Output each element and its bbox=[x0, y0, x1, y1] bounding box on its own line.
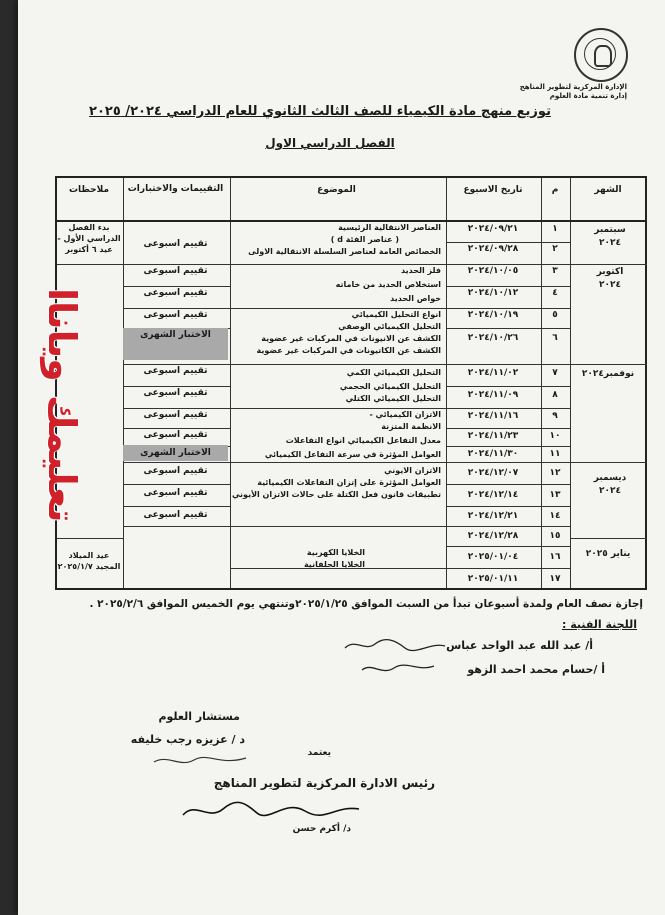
week-date: ٢٠٢٤/١٠/١٩ bbox=[467, 310, 519, 320]
holiday-note: إجازة نصف العام ولمدة أسبوعان تبدأ من السبت الموافق ٢٠٢٥/١/٢٥وتنتهي يوم الخميس الموافق ٢٠٢٥/٢/٦ . bbox=[89, 598, 643, 610]
col-header-number: م bbox=[551, 185, 559, 195]
week-date: ٢٠٢٤/١٠/٢٦ bbox=[467, 333, 519, 343]
col-header-month: الشهر bbox=[594, 185, 622, 195]
signature-head bbox=[175, 795, 365, 825]
week-date: ٢٠٢٥/٠١/٠٤ bbox=[467, 552, 519, 562]
week-number: ١٧ bbox=[549, 574, 561, 584]
col-header-week-date: تاريخ الاسبوع bbox=[463, 185, 523, 195]
topic-line: الكشف عن الكاتيونات في المركبات غير عضوية bbox=[256, 346, 441, 355]
eval-monthly-exam: الاختبار الشهرى bbox=[123, 328, 228, 360]
eval-weekly: تقييم اسبوعى bbox=[143, 410, 208, 420]
topic-line: العناصر الانتقالية الرئيسية bbox=[338, 223, 441, 232]
week-number: ١٤ bbox=[549, 511, 561, 521]
month-october: اكتوبر ٢٠٢٤ bbox=[596, 267, 624, 290]
week-date: ٢٠٢٤/١٢/٢٨ bbox=[467, 531, 519, 541]
week-date: ٢٠٢٤/١٢/٠٧ bbox=[467, 468, 519, 478]
eval-weekly: تقييم اسبوعى bbox=[143, 266, 208, 276]
week-number: ٨ bbox=[552, 390, 558, 400]
topic-line: الاتزان الكيميائي - bbox=[369, 410, 441, 419]
topic-line: التحليل الكيميائي الوصفي bbox=[338, 322, 441, 331]
topic-line: الخصائص العامة لعناصر السلسلة الانتقالية الاولى bbox=[248, 247, 441, 256]
week-number: ١٢ bbox=[549, 468, 561, 478]
topic-line: العوامل المؤثرة في سرعة التفاعل الكيميائي bbox=[264, 450, 441, 459]
week-number: ٤ bbox=[552, 288, 558, 298]
week-number: ١٦ bbox=[549, 552, 561, 562]
topic-line: الاتزان الايوني bbox=[384, 466, 441, 475]
eval-weekly: تقييم اسبوعى bbox=[143, 310, 208, 320]
topic-line: استخلاص الحديد من خاماته bbox=[335, 280, 441, 289]
col-header-topic: الموضوع bbox=[317, 185, 356, 195]
topic-line: الخلايا الكهربية bbox=[306, 548, 365, 557]
topic-line: ( عناصر الفئة d ) bbox=[330, 235, 399, 244]
week-date: ٢٠٢٤/١١/٠٢ bbox=[467, 368, 519, 378]
week-date: ٢٠٢٤/١١/٠٩ bbox=[467, 390, 519, 400]
week-number: ٥ bbox=[552, 310, 558, 320]
week-date: ٢٠٢٤/٠٩/٢٨ bbox=[467, 244, 519, 254]
eval-weekly: تقييم اسبوعى bbox=[143, 466, 208, 476]
week-date: ٢٠٢٤/١٠/١٢ bbox=[467, 288, 519, 298]
week-number: ٧ bbox=[552, 368, 558, 378]
week-date: ٢٠٢٤/١١/٢٣ bbox=[467, 431, 519, 441]
eval-weekly: تقييم اسبوعى bbox=[143, 488, 208, 498]
week-date: ٢٠٢٤/١١/١٦ bbox=[467, 411, 519, 421]
eval-weekly: تقييم اسبوعى bbox=[143, 288, 208, 298]
topic-line: العوامل المؤثرة على إتزان التفاعلات الكيميائية bbox=[257, 478, 441, 487]
week-date: ٢٠٢٤/١٢/٢١ bbox=[467, 511, 519, 521]
month-december: ديسمبر ٢٠٢٤ bbox=[593, 473, 627, 496]
topic-line: خواص الحديد bbox=[390, 294, 441, 303]
ministry-seal-logo bbox=[574, 28, 628, 82]
head-name: د/ أكرم حسن bbox=[292, 824, 351, 834]
document-subtitle: الفصل الدراسي الاول bbox=[265, 136, 395, 150]
central-admin-title: رئيس الادارة المركزية لتطوير المناهج bbox=[213, 776, 435, 790]
signature-member-1 bbox=[340, 634, 450, 656]
week-number: ٦ bbox=[552, 333, 558, 343]
week-date: ٢٠٢٤/١٠/٠٥ bbox=[467, 266, 519, 276]
week-number: ٩ bbox=[552, 411, 558, 421]
topic-line: التحليل الكيميائي الحجمي bbox=[339, 382, 441, 391]
note-christmas: عيد الميلاد المجيد ٢٠٢٥/١/٧ bbox=[57, 551, 121, 571]
eval-weekly: تقييم اسبوعى bbox=[143, 510, 208, 520]
topic-line: تطبيقات قانون فعل الكتلة على حالات الاتزان الأيوني bbox=[231, 490, 441, 499]
week-number: ١٠ bbox=[549, 431, 561, 441]
advisor-title: مستشار العلوم bbox=[158, 710, 240, 723]
advisor-name: د / عزيزه رجب خليفه bbox=[130, 733, 245, 746]
watermark-text: تعليمك وياناا bbox=[40, 287, 84, 523]
week-date: ٢٠٢٤/١١/٣٠ bbox=[467, 449, 519, 459]
topic-line: التحليل الكيميائي الكتلي bbox=[345, 394, 441, 403]
topic-line: الخلايا الجلفانية bbox=[303, 560, 365, 569]
topic-line: الكشف عن الانيونات في المركبات غير عضوية bbox=[261, 334, 441, 343]
signature-member-2 bbox=[358, 660, 438, 678]
eval-weekly: تقييم اسبوعى bbox=[143, 366, 208, 376]
topic-line: انواع التحليل الكيميائي bbox=[351, 310, 441, 319]
topic-line: معدل التفاعل الكيميائي انواع التفاعلات bbox=[285, 436, 441, 445]
col-header-notes: ملاحظات bbox=[68, 185, 110, 195]
committee-title: اللجنة الفنية : bbox=[561, 618, 637, 631]
approve-label: يعتمد bbox=[307, 748, 331, 758]
month-september: سبتمبر ٢٠٢٤ bbox=[594, 225, 626, 248]
sender-line-1: الإدارة المركزية لتطوير المناهج bbox=[519, 83, 627, 91]
week-date: ٢٠٢٥/٠١/١١ bbox=[467, 574, 519, 584]
eval-weekly: تقييم اسبوعى bbox=[143, 430, 208, 440]
week-date: ٢٠٢٤/١٢/١٤ bbox=[467, 490, 519, 500]
signature-advisor bbox=[150, 752, 250, 770]
topic-line: فلز الحديد bbox=[400, 266, 441, 275]
committee-member-2: أ /حسام محمد احمد الزهو bbox=[467, 663, 605, 676]
col-header-evaluations: التقييمات والاختبارات bbox=[127, 184, 224, 194]
document-title: توزيع منهج مادة الكيمياء للصف الثالث الثانوي للعام الدراسي ٢٠٢٤/ ٢٠٢٥ bbox=[89, 104, 551, 119]
week-number: ١١ bbox=[549, 449, 561, 459]
week-number: ٢ bbox=[552, 244, 558, 254]
month-january: يناير ٢٠٢٥ bbox=[585, 549, 631, 559]
note-semester-start: بدء الفصل الدراسي الأول - عيد ٦ أكتوبر bbox=[57, 223, 121, 254]
topic-line: الانظمة المتزنة bbox=[381, 422, 441, 431]
week-number: ١ bbox=[552, 224, 558, 234]
sender-block bbox=[520, 83, 627, 101]
eval-weekly: تقييم اسبوعى bbox=[143, 239, 208, 249]
month-november: نوفمبر٢٠٢٤ bbox=[581, 369, 635, 379]
week-number: ١٥ bbox=[549, 531, 561, 541]
week-number: ٣ bbox=[552, 266, 558, 276]
week-number: ١٣ bbox=[549, 490, 561, 500]
sender-line-2: إدارة تنمية مادة العلوم bbox=[549, 92, 627, 100]
topic-line: التحليل الكيميائي الكمي bbox=[346, 368, 441, 377]
week-date: ٢٠٢٤/٠٩/٢١ bbox=[467, 224, 519, 234]
eval-monthly-exam: الاختبار الشهرى bbox=[123, 445, 228, 461]
committee-member-1: أ/ عبد الله عبد الواحد عباس bbox=[446, 639, 593, 652]
eval-weekly: تقييم اسبوعى bbox=[143, 388, 208, 398]
